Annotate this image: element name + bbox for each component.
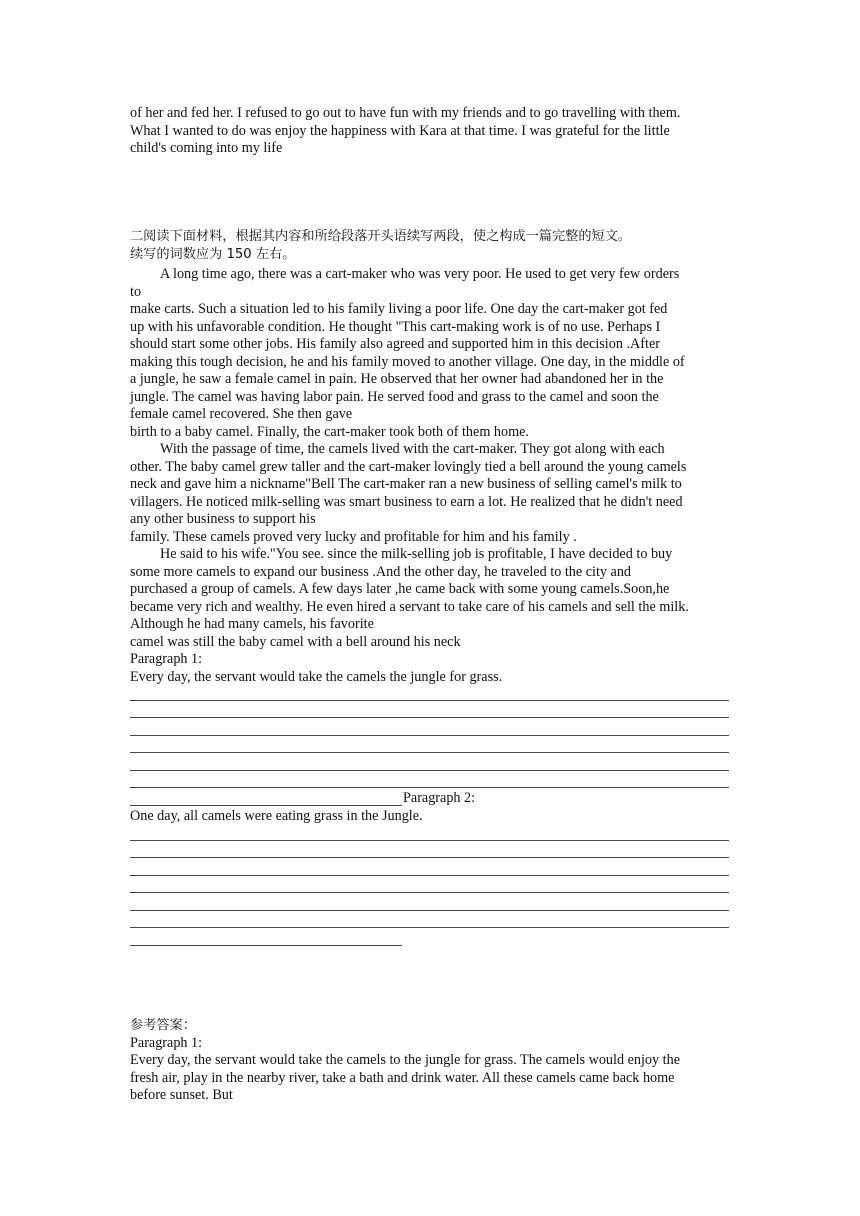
passage-line: jungle. The camel was having labor pain. He served food and grass to the camel and soon the: [130, 388, 659, 405]
passage-line: villagers. He noticed milk-selling was smart business to earn a lot. He realized that he didn't need: [130, 493, 683, 510]
passage-line: camel was still the baby camel with a bell around his neck: [130, 633, 461, 650]
writing-line: [130, 752, 729, 753]
writing-line: [130, 735, 729, 736]
writing-line: [130, 892, 729, 893]
task-word-count: 续写的词数应为 150 左右。: [130, 246, 296, 262]
writing-line: [130, 787, 729, 788]
answer-heading: 参考答案：: [130, 1018, 196, 1033]
writing-line: [130, 840, 729, 841]
passage-line: A long time ago, there was a cart-maker who was very poor. He used to get very few orders: [160, 266, 680, 282]
passage-line: family. These camels proved very lucky and profitable for him and his family .: [130, 528, 577, 545]
writing-line: [130, 700, 729, 701]
writing-line: [130, 927, 729, 928]
answer-line: Every day, the servant would take the camels to the jungle for grass. The camels would enjoy the: [130, 1052, 680, 1068]
paragraph-1-opener: Every day, the servant would take the camels the jungle for grass.: [130, 668, 503, 685]
passage-line: neck and gave him a nickname"Bell The cart-maker ran a new business of selling camel's milk to: [130, 476, 682, 492]
passage-line: to: [130, 283, 142, 300]
passage-line: Although he had many camels, his favorite: [130, 616, 374, 632]
writing-line: [130, 945, 402, 946]
passage-line: a jungle, he saw a female camel in pain. He observed that her owner had abandoned her in the: [130, 371, 664, 387]
passage-line: With the passage of time, the camels lived with the cart-maker. They got along with each: [160, 441, 665, 457]
passage-line: making this tough decision, he and his family moved to another village. One day, in the middle of: [130, 353, 685, 370]
passage-line: other. The baby camel grew taller and the cart-maker lovingly tied a bell around the young camels: [130, 458, 687, 475]
writing-line: [130, 910, 729, 911]
passage-line: female camel recovered. She then gave: [130, 406, 353, 422]
answer-line: before sunset. But: [130, 1087, 233, 1103]
writing-line: [130, 875, 729, 876]
passage-line: He said to his wife."You see. since the milk-selling job is profitable, I have decided to buy: [160, 546, 673, 562]
passage-line: became very rich and wealthy. He even hired a servant to take care of his camels and sell the milk.: [130, 598, 689, 615]
passage-line: make carts. Such a situation led to his family living a poor life. One day the cart-maker got fed: [130, 301, 668, 317]
passage-line: should start some other jobs. His family also agreed and supported him in this decision .After: [130, 336, 660, 352]
intro-line: of her and fed her. I refused to go out to have fun with my friends and to go travelling with them.: [130, 105, 681, 121]
passage-line: birth to a baby camel. Finally, the cart-maker took both of them home.: [130, 423, 529, 440]
passage-line: purchased a group of camels. A few days later ,he came back with some young camels.Soon,he: [130, 581, 670, 597]
task-instruction: 二阅读下面材料，根据其内容和所给段落开头语续写两段，使之构成一篇完整的短文。: [130, 229, 632, 244]
answer-line: fresh air, play in the nearby river, take a bath and drink water. All these camels came back home: [130, 1069, 675, 1086]
intro-line: child's coming into my life: [130, 140, 283, 156]
answer-paragraph-label: Paragraph 1:: [130, 1034, 203, 1051]
intro-line: What I wanted to do was enjoy the happiness with Kara at that time. I was grateful for the little: [130, 122, 670, 139]
writing-line: [130, 717, 729, 718]
writing-line: [130, 857, 729, 858]
writing-line: [130, 805, 402, 806]
paragraph-2-opener: One day, all camels were eating grass in the Jungle.: [130, 808, 423, 824]
passage-line: any other business to support his: [130, 511, 316, 527]
paragraph-2-label: Paragraph 2:: [403, 790, 476, 806]
passage-line: up with his unfavorable condition. He thought "This cart-making work is of no use. Perhaps I: [130, 318, 661, 335]
paragraph-1-label: Paragraph 1:: [130, 651, 203, 667]
passage-line: some more camels to expand our business .And the other day, he traveled to the city and: [130, 563, 632, 580]
writing-line: [130, 770, 729, 771]
